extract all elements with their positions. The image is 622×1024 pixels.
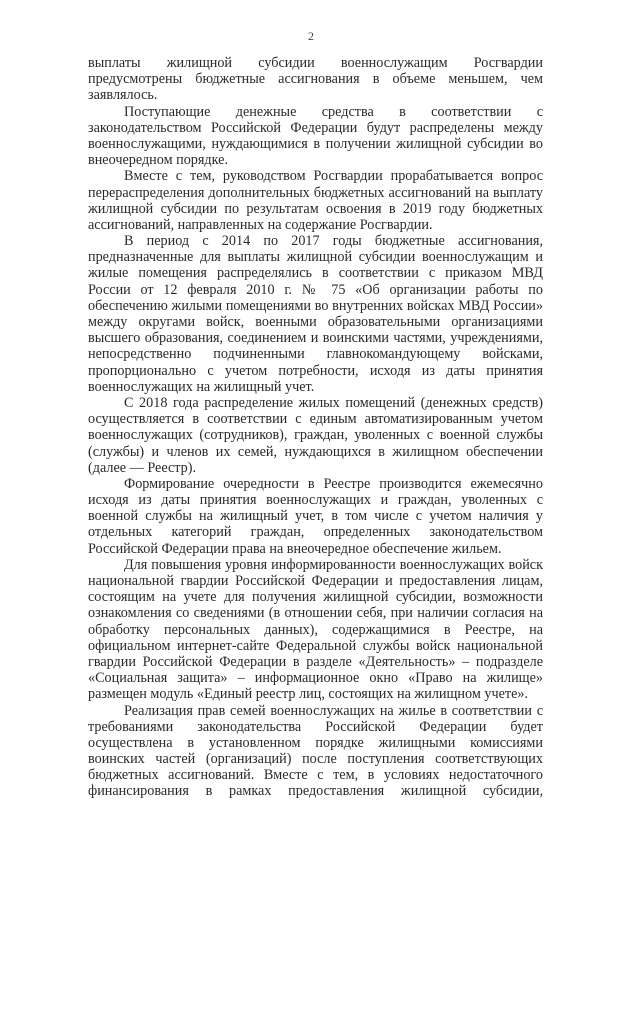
paragraph <box>88 476 543 557</box>
text-line: исходя из даты принятия военнослужащих и граждан, уволенных с <box>88 492 543 509</box>
text-line: ознакомления со сведениями (в отношении себя, при наличии согласия на <box>88 605 543 622</box>
text-line: размещен модуль «Единый реестр лиц, состоящих на жилищном учете». <box>88 686 529 703</box>
paragraph <box>88 104 543 169</box>
text-line: обеспечению жилыми помещениями во внутренних войсках МВД России» <box>88 297 543 314</box>
text-line: (далее — Реестр). <box>88 459 197 476</box>
text-line: Формирование очередности в Реестре производится ежемесячно <box>124 475 543 492</box>
text-line: осуществлена в установленном порядке жилищными комиссиями <box>88 734 543 751</box>
paragraph <box>88 703 543 800</box>
text-line: официальном интернет-сайте Федеральной службы войск национальной <box>88 637 543 654</box>
text-line: высшего образования, соединением и воинскими частями, учреждениями, <box>88 330 543 347</box>
text-line: России от 12 февраля 2010 г. № 75 «Об организации работы по <box>88 281 543 298</box>
text-line: осуществляется в соответствии с единым автоматизированным учетом <box>88 411 543 428</box>
text-line: В период с 2014 по 2017 годы бюджетные ассигнования, <box>124 233 543 250</box>
text-line: Российской Федерации права на внеочередное обеспечение жильем. <box>88 540 502 557</box>
text-line: состоящим на учете для получения жилищной субсидии, возможности <box>88 589 543 606</box>
text-line: внеочередном порядке. <box>88 152 229 169</box>
paragraph <box>88 55 543 104</box>
text-line: военнослужащих (сотрудников), граждан, уволенных с военной службы <box>88 427 543 444</box>
text-line: предназначенные для выплаты жилищной субсидии военнослужащим и <box>88 249 543 266</box>
text-line: ассигнований, направленных на содержание Росгвардии. <box>88 216 433 233</box>
text-line: предусмотрены бюджетные ассигнования в объеме меньшем, чем <box>88 71 543 88</box>
text-line: выплаты жилищной субсидии военнослужащим Росгвардии <box>88 55 543 71</box>
text-line: С 2018 года распределение жилых помещений (денежных средств) <box>124 394 543 411</box>
text-line: воинских частей (организаций) после поступления соответствующих <box>88 751 543 768</box>
text-line: между округами войск, военными образовательными организациями <box>88 314 543 330</box>
text-line: бюджетных ассигнований. Вместе с тем, в условиях недостаточного <box>88 767 543 784</box>
paragraph <box>88 395 543 476</box>
text-line: военной службы на жилищный учет, в том числе с учетом наличия у <box>88 508 543 525</box>
page-number: 2 <box>308 29 314 43</box>
text-line: Реализация прав семей военнослужащих на жилье в соответствии с <box>124 702 543 719</box>
text-line: жилые помещения распределялись в соответствии с приказом МВД <box>88 265 543 282</box>
text-line: Поступающие денежные средства в соответствии с <box>124 103 543 120</box>
text-line: (службы) и членов их семей, нуждающихся в жилищном обеспечении <box>88 443 543 460</box>
text-line: Для повышения уровня информированности военнослужащих войск <box>124 556 543 573</box>
text-line: военнослужащими, нуждающимися в получении жилищной субсидии во <box>88 135 543 152</box>
paragraph <box>88 557 543 703</box>
text-line: отдельных категорий граждан, определенных законодательством <box>88 524 543 541</box>
text-line: «Социальная защита» – информационное окно «Право на жилище» <box>88 670 543 687</box>
paragraph <box>88 168 543 233</box>
paragraph <box>88 233 543 395</box>
text-line: пропорционально с учетом потребности, исходя из даты принятия <box>88 362 543 379</box>
text-line: требованиями законодательства Российской Федерации будет <box>88 718 543 735</box>
text-line: жилищной субсидии по результатам освоения в 2019 году бюджетных <box>88 200 543 217</box>
text-line: финансирования в рамках предоставления жилищной субсидии, <box>88 783 543 800</box>
text-line: военнослужащих на жилищный учет. <box>88 378 315 395</box>
text-line: гвардии Российской Федерации в разделе «Деятельность» – подразделе <box>88 653 543 670</box>
text-line: перераспределения дополнительных бюджетных ассигнований на выплату <box>88 184 543 201</box>
text-line: непосредственно подчиненными главнокомандующему войсками, <box>88 346 543 363</box>
text-line: законодательством Российской Федерации будут распределены между <box>88 119 543 136</box>
text-line: обработку персональных данных), содержащимися в Реестре, на <box>88 621 543 638</box>
text-line: Вместе с тем, руководством Росгвардии прорабатывается вопрос <box>124 168 543 185</box>
document-body <box>88 55 543 800</box>
text-line: национальной гвардии Российской Федерации и предоставления лицам, <box>88 573 543 589</box>
text-line: заявлялось. <box>88 87 158 104</box>
